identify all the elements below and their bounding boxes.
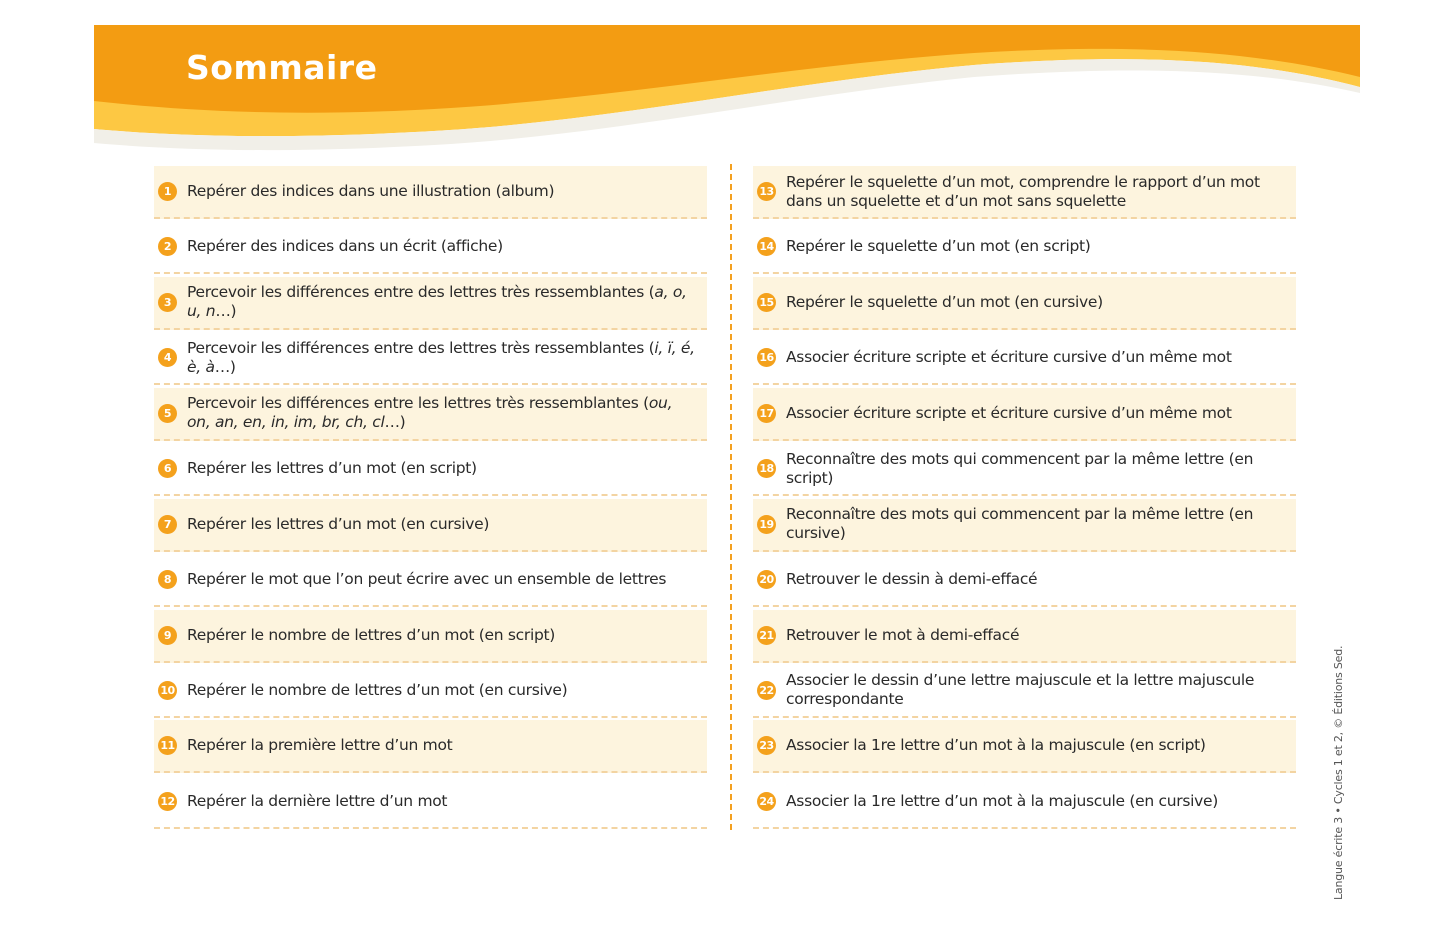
entry-text: Repérer le squelette d’un mot, comprendre le rapport d’un mot dans un squelette et d’un mot sans squelette (786, 172, 1260, 210)
entry-text: Associer écriture scripte et écriture cursive d’un même mot (786, 348, 1232, 367)
contents-entry-19 (753, 499, 1296, 552)
entry-number-badge: 17 (757, 404, 776, 423)
contents-entry-5 (154, 388, 707, 441)
entry-number-badge: 8 (158, 570, 177, 589)
entry-label (187, 736, 462, 755)
contents-entry-21 (753, 610, 1296, 663)
entry-number-badge: 16 (757, 348, 776, 367)
entry-text: Retrouver le mot à demi-effacé (786, 625, 1020, 644)
entry-text: Repérer des indices dans un écrit (affiche) (187, 237, 503, 256)
contents-entry-22 (753, 665, 1296, 718)
entry-label (187, 570, 676, 589)
entry-label (786, 348, 1242, 367)
entry-text: Repérer le squelette d’un mot (en script) (786, 237, 1091, 256)
entry-text-tail: …) (214, 357, 236, 376)
entry-number-badge: 22 (757, 681, 776, 700)
entry-label (786, 626, 1029, 645)
entry-text: Retrouver le dessin à demi-effacé (786, 570, 1038, 589)
entry-number-badge: 6 (158, 459, 177, 478)
entry-italic-letters: ou, on, an, en, in, im, br, ch, cl (187, 394, 673, 432)
entry-text: Repérer la dernière lettre d’un mot (187, 791, 448, 810)
page-title: Sommaire (186, 48, 378, 87)
contents-right-column (753, 166, 1296, 831)
contents-entry-12 (154, 776, 707, 829)
entry-text: Associer la 1re lettre d’un mot à la majuscule (en script) (786, 736, 1206, 755)
contents-entry-11 (154, 720, 707, 773)
entry-number-badge: 13 (757, 182, 776, 201)
contents-entry-13 (753, 166, 1296, 219)
entry-text: Associer le dessin d’une lettre majuscule et la lettre majuscule correspondante (786, 671, 1255, 709)
entry-text: Percevoir les différences entre des lettres très ressemblantes ( (187, 283, 655, 302)
entry-label (786, 450, 1296, 488)
entry-label (786, 237, 1101, 256)
entry-text: Percevoir les différences entre des lettres très ressemblantes ( (187, 338, 655, 357)
entry-number-badge: 10 (158, 681, 177, 700)
entry-text-tail: …) (384, 413, 406, 432)
entry-label (786, 736, 1216, 755)
entry-number-badge: 14 (757, 237, 776, 256)
entry-label (187, 681, 577, 700)
entry-label (187, 182, 564, 201)
entry-label (187, 339, 707, 377)
entry-number-badge: 21 (757, 626, 776, 645)
entry-label (786, 404, 1242, 423)
entry-number-badge: 20 (757, 570, 776, 589)
contents-entry-23 (753, 720, 1296, 773)
entry-number-badge: 4 (158, 348, 177, 367)
entry-number-badge: 19 (757, 515, 776, 534)
entry-number-badge: 5 (158, 404, 177, 423)
entry-text: Percevoir les différences entre les lettres très ressemblantes ( (187, 394, 649, 413)
entry-label (786, 505, 1296, 543)
entry-text: Reconnaître des mots qui commencent par la même lettre (en script) (786, 449, 1254, 487)
entry-text: Repérer le nombre de lettres d’un mot (en cursive) (187, 680, 568, 699)
entry-italic-letters: i, ï, é, è, à (187, 338, 695, 376)
entry-label (786, 173, 1296, 211)
entry-number-badge: 24 (757, 792, 776, 811)
entry-text: Repérer la première lettre d’un mot (187, 736, 453, 755)
entry-text: Repérer les lettres d’un mot (en script) (187, 459, 477, 478)
entry-label (786, 570, 1047, 589)
entry-label (187, 515, 499, 534)
entry-label (187, 237, 513, 256)
banner-wave (94, 25, 1360, 155)
contents-entry-9 (154, 610, 707, 663)
contents-entry-14 (753, 221, 1296, 274)
entry-number-badge: 11 (158, 736, 177, 755)
entry-text-tail: …) (215, 302, 237, 321)
contents-entry-8 (154, 554, 707, 607)
contents-entry-3 (154, 277, 707, 330)
entry-label (187, 394, 707, 432)
entry-text: Repérer le nombre de lettres d’un mot (en script) (187, 625, 556, 644)
entry-text: Repérer les lettres d’un mot (en cursive) (187, 514, 490, 533)
copyright-credit: Langue écrite 3 • Cycles 1 et 2, © Éditions Sed. (1332, 645, 1345, 900)
contents-entry-24 (753, 776, 1296, 829)
entry-text: Associer écriture scripte et écriture cursive d’un même mot (786, 403, 1232, 422)
entry-italic-letters: a, o, u, n (187, 283, 687, 321)
entry-number-badge: 23 (757, 736, 776, 755)
entry-number-badge: 15 (757, 293, 776, 312)
entry-text: Repérer des indices dans une illustration (album) (187, 182, 555, 200)
entry-number-badge: 2 (158, 237, 177, 256)
contents-left-column (154, 166, 707, 831)
entry-number-badge: 3 (158, 293, 177, 312)
entry-text: Repérer le mot que l’on peut écrire avec un ensemble de lettres (187, 570, 667, 589)
entry-label (786, 671, 1296, 709)
column-divider (730, 164, 732, 830)
entry-number-badge: 12 (158, 792, 177, 811)
entry-label (786, 293, 1113, 312)
contents-entry-6 (154, 443, 707, 496)
entry-number-badge: 9 (158, 626, 177, 645)
entry-number-badge: 18 (757, 459, 776, 478)
contents-entry-17 (753, 388, 1296, 441)
contents-entry-7 (154, 499, 707, 552)
contents-entry-2 (154, 221, 707, 274)
entry-number-badge: 7 (158, 515, 177, 534)
contents-entry-10 (154, 665, 707, 718)
header-banner (94, 25, 1360, 155)
entry-text: Reconnaître des mots qui commencent par la même lettre (en cursive) (786, 505, 1254, 543)
entry-number-badge: 1 (158, 182, 177, 201)
contents-entry-15 (753, 277, 1296, 330)
entry-label (187, 459, 487, 478)
entry-label (187, 283, 707, 321)
entry-label (786, 792, 1228, 811)
contents-entry-1 (154, 166, 707, 219)
contents-entry-20 (753, 554, 1296, 607)
contents-entry-18 (753, 443, 1296, 496)
contents-entry-4 (154, 332, 707, 385)
contents-entry-16 (753, 332, 1296, 385)
entry-text: Repérer le squelette d’un mot (en cursive) (786, 292, 1103, 311)
entry-text: Associer la 1re lettre d’un mot à la majuscule (en cursive) (786, 791, 1218, 810)
entry-label (187, 626, 565, 645)
entry-label (187, 792, 457, 811)
